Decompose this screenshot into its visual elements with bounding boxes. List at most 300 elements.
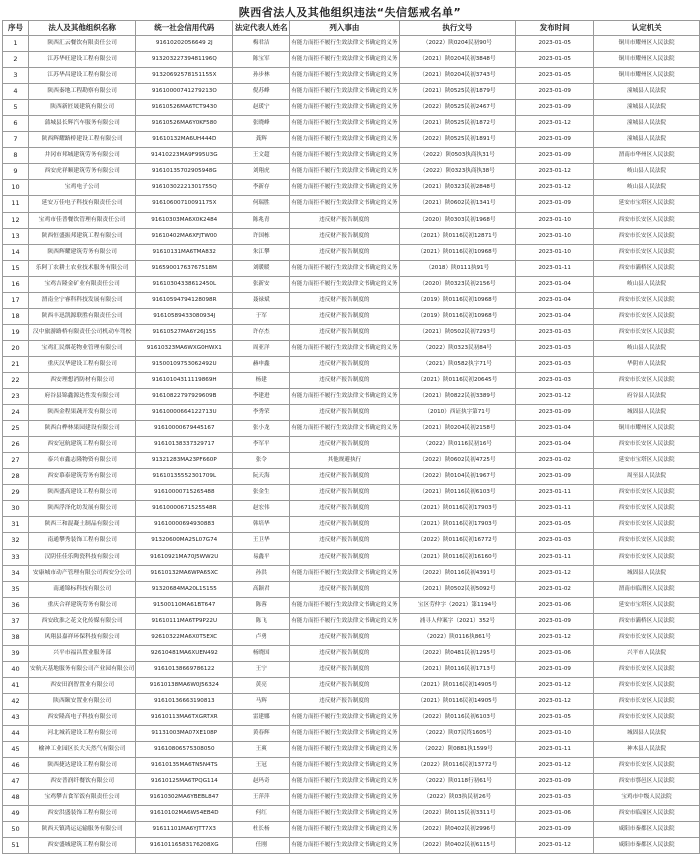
table-cell: 45 <box>3 742 29 758</box>
table-cell: 河北城若建设工程有限公司 <box>28 726 135 742</box>
table-cell: 违反财产报告制度的 <box>290 292 399 308</box>
table-cell: 倪苏峰 <box>233 84 290 100</box>
table-cell: 违反财产报告制度的 <box>290 405 399 421</box>
table-cell: （2019）陕0116民初10968号 <box>399 308 516 324</box>
table-cell: 有能力而拒不履行生效法律文书确定的义务 <box>290 389 399 405</box>
table-cell: 咸阳市秦都区人民法院 <box>594 838 700 854</box>
table-row <box>3 693 700 709</box>
table-cell: 41 <box>3 677 29 693</box>
table-cell: （2021）陕0116民初16160号 <box>399 549 516 565</box>
table-cell: 8 <box>3 148 29 164</box>
table-cell: 周至县人民法院 <box>594 469 700 485</box>
table-cell: 2023-01-09 <box>516 84 594 100</box>
table-cell: 91610138337329717 <box>136 437 233 453</box>
table-cell: 李建进 <box>233 389 290 405</box>
table-row <box>3 726 700 742</box>
table-cell: （2021）陕0204民初2158号 <box>399 421 516 437</box>
table-cell: 35 <box>3 581 29 597</box>
table-cell: 西安市长安区人民法院 <box>594 244 700 260</box>
table-row <box>3 774 700 790</box>
table-cell: 延安万佳电子科技有限责任公司 <box>28 196 135 212</box>
table-cell: （2022）陕0116民初13772号 <box>399 758 516 774</box>
table-cell: 91131003MA07XE108P <box>136 726 233 742</box>
table-cell: 许国栋 <box>233 228 290 244</box>
table-cell: 2023-01-02 <box>516 581 594 597</box>
table-row <box>3 228 700 244</box>
table-cell: 西安市长安区人民法院 <box>594 372 700 388</box>
column-header: 法定代表人姓名 <box>233 21 290 36</box>
table-cell: 王萍萍 <box>233 790 290 806</box>
table-cell: 西安冠航建筑工程有限公司 <box>28 437 135 453</box>
table-cell: 其他规避执行 <box>290 453 399 469</box>
table-cell: 江苏华昌建设工程有限公司 <box>28 68 135 84</box>
table-cell: 铜川市耀州区人民法院 <box>594 52 700 68</box>
table-cell: 有能力而拒不履行生效法律文书确定的义务 <box>290 758 399 774</box>
table-cell: 西安市长安区人民法院 <box>594 212 700 228</box>
table-cell: 2023-01-05 <box>516 52 594 68</box>
table-cell: 宝区劳仲字（2021）第1194号 <box>399 597 516 613</box>
table-cell: 91610000715265488 <box>136 485 233 501</box>
table-cell: 浦寻人仲案字（2021）352号 <box>399 613 516 629</box>
table-cell: 张新安 <box>233 276 290 292</box>
table-row <box>3 533 700 549</box>
table-cell: 92610481MA6XUEN492 <box>136 645 233 661</box>
table-cell: 张晓峰 <box>233 116 290 132</box>
table-cell: 有能力而拒不履行生效法律文书确定的义务 <box>290 838 399 854</box>
table-cell: 宝鸡攀吉食军饭有限责任公司 <box>28 790 135 806</box>
table-row <box>3 148 700 164</box>
table-cell: 西安市长安区人民法院 <box>594 677 700 693</box>
table-cell: （2020）陕0323民初2156号 <box>399 276 516 292</box>
table-row <box>3 308 700 324</box>
table-row <box>3 629 700 645</box>
table-cell: 宝鸡电子公司 <box>28 180 135 196</box>
table-cell: （2022）陕0602民初4725号 <box>399 453 516 469</box>
table-cell: 王文超 <box>233 148 290 164</box>
table-row <box>3 84 700 100</box>
table-cell: 2023-01-09 <box>516 132 594 148</box>
table-cell: 周亚洋 <box>233 340 290 356</box>
table-cell: 城固县人民法院 <box>594 565 700 581</box>
table-row <box>3 389 700 405</box>
table-cell: 有能力而拒不履行生效法律文书确定的义务 <box>290 116 399 132</box>
table-cell: 91610302221301755Q <box>136 180 233 196</box>
table-cell: 37 <box>3 613 29 629</box>
table-cell: 2023-01-12 <box>516 838 594 854</box>
table-cell: 51 <box>3 838 29 854</box>
table-cell: 违反财产报告制度的 <box>290 244 399 260</box>
table-cell: 西安盛城建筑工程有限公司 <box>28 838 135 854</box>
table-cell: 有能力而拒不履行生效法律文书确定的义务 <box>290 132 399 148</box>
table-cell: 杨晓国 <box>233 645 290 661</box>
table-cell: 违反财产报告制度的 <box>290 693 399 709</box>
table-cell: 韩培华 <box>233 517 290 533</box>
table-cell: 1 <box>3 36 29 52</box>
table-cell: 有能力而拒不履行生效法律文书确定的义务 <box>290 340 399 356</box>
table-row <box>3 292 700 308</box>
table-cell: 2023-01-03 <box>516 340 594 356</box>
table-cell: （2021）陕0582执字71号 <box>399 356 516 372</box>
table-cell: 19 <box>3 324 29 340</box>
table-cell: 2 <box>3 52 29 68</box>
table-cell: 2023-01-12 <box>516 389 594 405</box>
table-cell: 有能力而拒不履行生效法律文书确定的义务 <box>290 276 399 292</box>
table-cell: 黄亮 <box>233 677 290 693</box>
table-cell: 2023-01-05 <box>516 68 594 84</box>
table-cell: 风翔县嘉祥环保科技有限公司 <box>28 629 135 645</box>
table-cell: 91659001763767518M <box>136 260 233 276</box>
table-cell: 30 <box>3 501 29 517</box>
table-cell: 2023-01-03 <box>516 356 594 372</box>
table-row <box>3 52 700 68</box>
table-cell: 安康城市动产管理有限公司西安分公司 <box>28 565 135 581</box>
table-cell: 龚辉 <box>233 132 290 148</box>
table-cell: 西安市灞桥区人民法院 <box>594 613 700 629</box>
table-cell: （2022）陕0481民初1295号 <box>399 645 516 661</box>
table-cell: 铜川市耀州区人民法院 <box>594 421 700 437</box>
table-row <box>3 838 700 854</box>
table-cell: 孙洪 <box>233 565 290 581</box>
table-cell: 岐山县人民法院 <box>594 276 700 292</box>
table-cell: 陕西浮泽化纺发展有限公司 <box>28 501 135 517</box>
table-cell: 杨建 <box>233 372 290 388</box>
table-cell: 42 <box>3 693 29 709</box>
table-cell: （2021）陕0525民初1879号 <box>399 84 516 100</box>
table-cell: （2021）陕0204民初3848号 <box>399 52 516 68</box>
table-row <box>3 485 700 501</box>
table-cell: 西安理想消防材有限公司 <box>28 372 135 388</box>
table-cell: 南通锦标科技有限公司 <box>28 581 135 597</box>
table-cell: 朱江攀 <box>233 244 290 260</box>
table-cell: 49 <box>3 806 29 822</box>
blacklist-table <box>2 20 700 854</box>
table-cell: （2021）陕0502民初7293号 <box>399 324 516 340</box>
table-cell: （2021）陕0116民初6103号 <box>399 485 516 501</box>
table-cell: 违反财产报告制度的 <box>290 581 399 597</box>
table-cell: 有能力而拒不履行生效法律文书确定的义务 <box>290 68 399 84</box>
table-cell: 延安市宝塔区人民法院 <box>594 597 700 613</box>
table-cell: 2023-01-11 <box>516 485 594 501</box>
table-cell: 25 <box>3 421 29 437</box>
table-row <box>3 581 700 597</box>
table-cell: 西安市长安区人民法院 <box>594 324 700 340</box>
table-cell: 违反财产报告制度的 <box>290 372 399 388</box>
table-row <box>3 806 700 822</box>
table-cell: 有能力而拒不履行生效法律文书确定的义务 <box>290 806 399 822</box>
table-cell: 91610526MA6Y0KF580 <box>136 116 233 132</box>
table-cell: 2023-01-12 <box>516 629 594 645</box>
table-cell: 2023-01-12 <box>516 180 594 196</box>
table-cell: 有能力而拒不履行生效法律文书确定的义务 <box>290 613 399 629</box>
table-cell: 91610302MA6YBEBL847 <box>136 790 233 806</box>
table-cell: （2022）陕03执民初26号 <box>399 790 516 806</box>
table-row <box>3 372 700 388</box>
table-row <box>3 324 700 340</box>
table-cell: 2023-01-12 <box>516 116 594 132</box>
table-cell: 有能力而拒不履行生效法律文书确定的义务 <box>290 742 399 758</box>
table-cell: 梅君洁 <box>233 36 290 52</box>
table-cell: 91610202056649 2J <box>136 36 233 52</box>
table-cell: 违反财产报告制度的 <box>290 437 399 453</box>
table-cell: （2022）陕0116执861号 <box>399 629 516 645</box>
table-cell: 赵宏伟 <box>233 501 290 517</box>
table-cell: 高颖君 <box>233 581 290 597</box>
table-cell: 46 <box>3 758 29 774</box>
table-cell: 乐阿丁农耕土农业技术服务有限公司 <box>28 260 135 276</box>
table-cell: 有能力而拒不履行生效法律文书确定的义务 <box>290 597 399 613</box>
table-cell: 2023-01-03 <box>516 372 594 388</box>
table-cell: 井冈市邦城建筑劳务有限公司 <box>28 148 135 164</box>
table-cell: 有能力而拒不履行生效法律文书确定的义务 <box>290 196 399 212</box>
table-cell: （2021）陕0116民初12871号 <box>399 228 516 244</box>
table-cell: 违反财产报告制度的 <box>290 228 399 244</box>
table-cell: （2022）陕0881执1599号 <box>399 742 516 758</box>
table-cell: 2023-01-03 <box>516 533 594 549</box>
table-cell: 西安市鄠邑区人民法院 <box>594 774 700 790</box>
table-cell: 西安市长安区人民法院 <box>594 758 700 774</box>
table-cell: 陕西捷达建设工程有限公司 <box>28 758 135 774</box>
table-cell: 91410223MA9F995U3G <box>136 148 233 164</box>
table-cell: 有能力而拒不履行生效法律文书确定的义务 <box>290 774 399 790</box>
table-cell: 91610138MA6W0J56324 <box>136 677 233 693</box>
table-cell: （2022）陕0323民初84号 <box>399 340 516 356</box>
table-cell: （2021）陕0116民初14905号 <box>399 677 516 693</box>
table-cell: 33 <box>3 549 29 565</box>
table-row <box>3 758 700 774</box>
table-cell: 阮天海 <box>233 469 290 485</box>
table-cell: 西安市长安区人民法院 <box>594 292 700 308</box>
table-cell: 28 <box>3 469 29 485</box>
table-cell: 91610111MA6TP9P22U <box>136 613 233 629</box>
table-cell: 29 <box>3 485 29 501</box>
table-cell: 陕西汇云餐饮有限责任公司 <box>28 36 135 52</box>
table-cell: （2022）陕0204民初90号 <box>399 36 516 52</box>
table-cell: 黄春辉 <box>233 726 290 742</box>
table-cell: （2022）陕0503执商执31号 <box>399 148 516 164</box>
table-cell: 43 <box>3 709 29 725</box>
table-cell: 91610102MA6W54EB4D <box>136 806 233 822</box>
table-cell: 陕西丰迅凯源联胜有限责任公司 <box>28 308 135 324</box>
table-cell: 府谷县锦鑫源达性发有限公司 <box>28 389 135 405</box>
table-cell: 有能力而拒不履行生效法律文书确定的义务 <box>290 36 399 52</box>
table-cell: 渭南市华州区人民法院 <box>594 148 700 164</box>
table-cell: 榆神工业园区长大天然气有限公司 <box>28 742 135 758</box>
table-cell: 91610135702905948G <box>136 164 233 180</box>
table-cell: 91610304338612450L <box>136 276 233 292</box>
table-cell: 2023-01-03 <box>516 790 594 806</box>
table-cell: 91610113MA6TXGRTXR <box>136 709 233 725</box>
table-cell: （2021）陕0602民初1341号 <box>399 196 516 212</box>
column-header: 列入事由 <box>290 21 399 36</box>
table-cell: 有能力而拒不履行生效法律文书确定的义务 <box>290 421 399 437</box>
table-cell: 西安市长安区人民法院 <box>594 501 700 517</box>
page-title: 陕西省法人及其他组织违法“失信惩戒名单” <box>238 6 462 19</box>
table-cell: 李军平 <box>233 437 290 453</box>
column-header: 执行文号 <box>399 21 516 36</box>
table-cell: 9 <box>3 164 29 180</box>
table-cell: 16 <box>3 276 29 292</box>
table-cell: 西安虎祥顺建筑劳务有限公司 <box>28 164 135 180</box>
table-cell: 2023-01-09 <box>516 822 594 838</box>
table-cell: 91610138669786122 <box>136 661 233 677</box>
table-cell: 91610921MA70J5WW2U <box>136 549 233 565</box>
table-cell: 城固县人民法院 <box>594 405 700 421</box>
table-cell: 26 <box>3 437 29 453</box>
table-cell: 32 <box>3 533 29 549</box>
table-row <box>3 517 700 533</box>
table-row <box>3 501 700 517</box>
table-cell: 宝鸡市中级人民法院 <box>594 790 700 806</box>
table-row <box>3 822 700 838</box>
table-cell: 91610000664122713U <box>136 405 233 421</box>
table-cell: （2020）陕0303民初1968号 <box>399 212 516 228</box>
table-cell: （2021）陕0116民初20645号 <box>399 372 516 388</box>
table-cell: 违反财产报告制度的 <box>290 629 399 645</box>
table-cell: 王爽 <box>233 742 290 758</box>
table-cell: 91320684MA20L15155 <box>136 581 233 597</box>
table-body <box>3 36 700 854</box>
table-cell: （2021）陕0502民初5092号 <box>399 581 516 597</box>
table-cell: 违反财产报告制度的 <box>290 485 399 501</box>
table-cell: 91610000671525548R <box>136 501 233 517</box>
table-cell: 陕西秦地工程勘察有限公司 <box>28 84 135 100</box>
table-cell: 西安市长安区人民法院 <box>594 228 700 244</box>
table-cell: 有能力而拒不履行生效法律文书确定的义务 <box>290 84 399 100</box>
table-cell: 23 <box>3 389 29 405</box>
table-cell: 西安隆高电子科技有限公司 <box>28 709 135 725</box>
table-cell: （2022）陕0525民初2467号 <box>399 100 516 116</box>
table-cell: 2023-01-06 <box>516 806 594 822</box>
table-cell: 50 <box>3 822 29 838</box>
table-cell: 17 <box>3 292 29 308</box>
table-cell: 延安市宝塔区人民法院 <box>594 453 700 469</box>
table-cell: 11 <box>3 196 29 212</box>
table-cell: 38 <box>3 629 29 645</box>
table-cell: 杜长杨 <box>233 822 290 838</box>
table-cell: 2023-01-04 <box>516 276 594 292</box>
column-header: 发布时间 <box>516 21 594 36</box>
table-cell: （2021）陕0822民初3389号 <box>399 389 516 405</box>
table-cell: 岐山县人民法院 <box>594 180 700 196</box>
table-cell: 6 <box>3 116 29 132</box>
table-cell: 陈宝军 <box>233 52 290 68</box>
table-cell: 91610402MA6XFJTW00 <box>136 228 233 244</box>
table-cell: 岐山县人民法院 <box>594 340 700 356</box>
table-cell: 91610594794128098R <box>136 292 233 308</box>
table-cell: （2022）陕0116民初6103号 <box>399 709 516 725</box>
table-cell: 违反财产报告制度的 <box>290 212 399 228</box>
table-cell: 有能力而拒不履行生效法律文书确定的义务 <box>290 565 399 581</box>
table-cell: 91610131MA6TMA832 <box>136 244 233 260</box>
table-cell: 违反财产报告制度的 <box>290 356 399 372</box>
table-cell: 2023-01-02 <box>516 453 594 469</box>
table-cell: （2021）陕0116民初17903号 <box>399 517 516 533</box>
table-cell: 2023-01-10 <box>516 244 594 260</box>
table-cell: 2023-01-12 <box>516 758 594 774</box>
table-cell: 91500109753062492U <box>136 356 233 372</box>
table-cell: （2022）陕0116民初4391号 <box>399 565 516 581</box>
table-cell: 有能力而拒不履行生效法律文书确定的义务 <box>290 148 399 164</box>
table-cell: （2021）陕0116民初17903号 <box>399 501 516 517</box>
table-cell: 违反财产报告制度的 <box>290 517 399 533</box>
table-row <box>3 709 700 725</box>
table-cell: 西安普润纤餐饮有限公司 <box>28 774 135 790</box>
table-cell: 15 <box>3 260 29 276</box>
table-cell: 铜川市耀州区人民法院 <box>594 36 700 52</box>
table-cell: （2010）西证执字第71号 <box>399 405 516 421</box>
table-cell: 40 <box>3 661 29 677</box>
table-cell: 91610000679445167 <box>136 421 233 437</box>
table-cell: 宝鸡市佳普餐饮管理有限责任公司 <box>28 212 135 228</box>
table-cell: 于军 <box>233 308 290 324</box>
table-row <box>3 340 700 356</box>
table-cell: 蒲城县长辉汽车服务有限公司 <box>28 116 135 132</box>
table-cell: （2021）陕0116民初10968号 <box>399 244 516 260</box>
table-row <box>3 437 700 453</box>
table-cell: 91610600710091175X <box>136 196 233 212</box>
table-cell: 2023-01-04 <box>516 308 594 324</box>
table-cell: 宝鸡汇民烟花物业管理有限公司 <box>28 340 135 356</box>
table-cell: 有能力而拒不履行生效法律文书确定的义务 <box>290 726 399 742</box>
table-cell: 易鑫平 <box>233 549 290 565</box>
table-cell: 有能力而拒不履行生效法律文书确定的义务 <box>290 100 399 116</box>
table-cell: 江苏华旺建设工程有限公司 <box>28 52 135 68</box>
table-cell: 刘暖暖 <box>233 260 290 276</box>
table-cell: 2023-01-09 <box>516 469 594 485</box>
table-cell: 2023-01-09 <box>516 774 594 790</box>
table-cell: 西安田润智置业有限公司 <box>28 677 135 693</box>
table-cell: 91610135MA6TN5N4TS <box>136 758 233 774</box>
table-cell: 兴平市人民法院 <box>594 645 700 661</box>
table-cell: 91610132MA6UH444D <box>136 132 233 148</box>
table-cell: （2021）陕0204民初3743号 <box>399 68 516 84</box>
table-cell: 有能力而拒不履行生效法律文书确定的义务 <box>290 52 399 68</box>
table-cell: 卢勇 <box>233 629 290 645</box>
table-cell: （2022）陕07民终1605号 <box>399 726 516 742</box>
table-cell: 西安市长安区人民法院 <box>594 629 700 645</box>
table-cell: 西安洪盛装饰工程有限公司 <box>28 806 135 822</box>
table-cell: 91320322739481196Q <box>136 52 233 68</box>
table-cell: 7 <box>3 132 29 148</box>
table-cell: 3 <box>3 68 29 84</box>
table-cell: 违反财产报告制度的 <box>290 645 399 661</box>
table-cell: 2023-01-09 <box>516 148 594 164</box>
table-cell: 违反财产报告制度的 <box>290 677 399 693</box>
table-cell: 潼城县人民法院 <box>594 132 700 148</box>
table-cell: 违反财产报告制度的 <box>290 324 399 340</box>
table-cell: 2023-01-10 <box>516 726 594 742</box>
table-row <box>3 244 700 260</box>
table-cell: 47 <box>3 774 29 790</box>
table-cell: 宝鸡吉隆金矿业有限责任公司 <box>28 276 135 292</box>
table-row <box>3 356 700 372</box>
table-cell: 2023-01-10 <box>516 212 594 228</box>
table-cell: 赫申鑫 <box>233 356 290 372</box>
table-cell: 王宁 <box>233 661 290 677</box>
table-cell: 91610822797929609B <box>136 389 233 405</box>
table-cell: 何红 <box>233 806 290 822</box>
table-cell: 91610135552301709L <box>136 469 233 485</box>
table-cell: 李秀荣 <box>233 405 290 421</box>
table-cell: （2022）陕0116民初16772号 <box>399 533 516 549</box>
table-cell: 91610589433080934J <box>136 308 233 324</box>
table-cell: 何瑞胜 <box>233 196 290 212</box>
table-cell: 南通攀秀装饰工程有限公司 <box>28 533 135 549</box>
table-cell: 36 <box>3 597 29 613</box>
table-cell: 聂禄斌 <box>233 292 290 308</box>
table-cell: 陈蓉 <box>233 597 290 613</box>
table-cell: 91321283MA23PF660P <box>136 453 233 469</box>
